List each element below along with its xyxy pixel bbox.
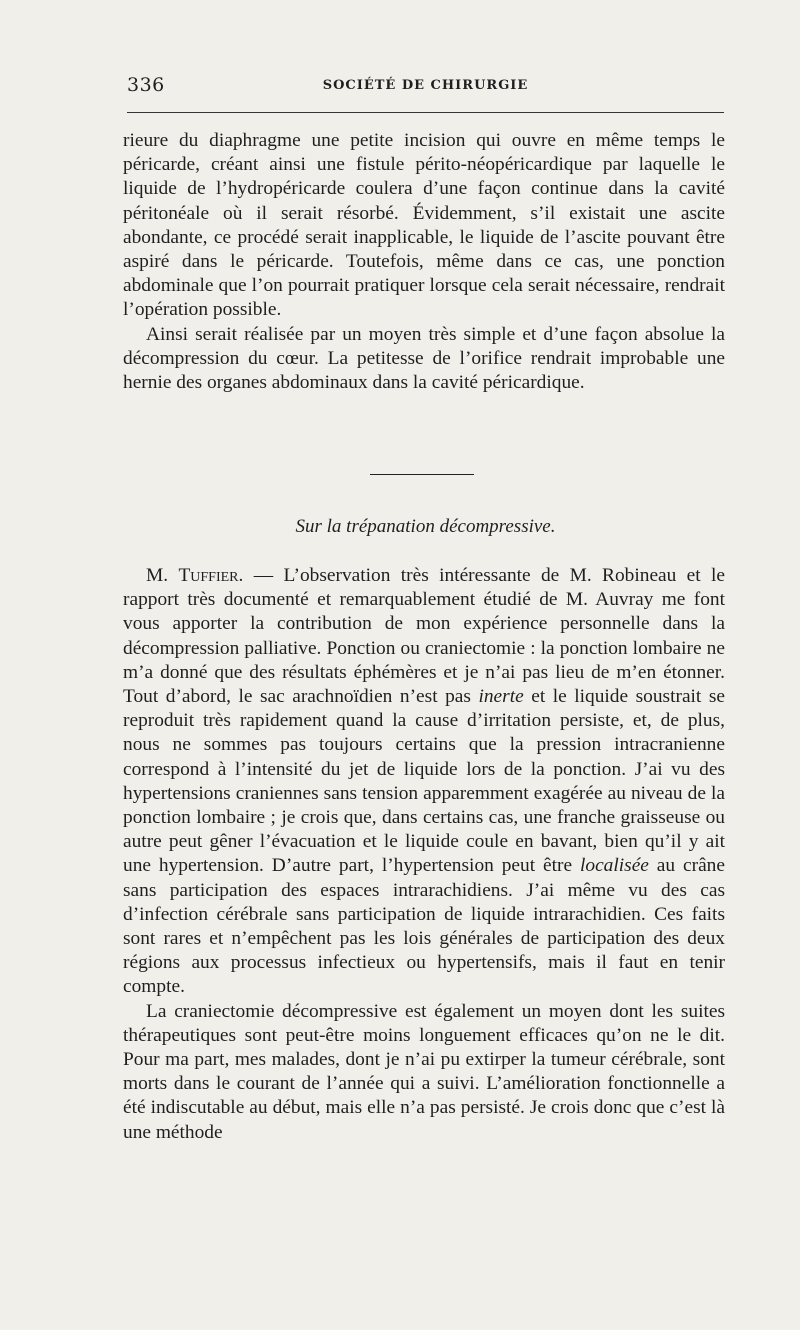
paragraph-decompression-heart: Ainsi serait réalisée par un moyen très simple et d’une façon absolue la décompression du cœur. La petitesse de l’orifice rendrait improbable une hernie des organes abdominaux dans la cavité péricardique.	[123, 323, 725, 394]
paragraph-text: au crâne sans participation des espaces intrarachidiens. J’ai même vu des cas d’infection cérébrale sans participation de liquide intrarachidien. Ces faits sont rares et n’empêchent pas les lois générales de participation des deux régions aux processus infectieux ou hypertensifs, mais il faut en tenir compte.	[123, 855, 725, 998]
section-separator	[370, 474, 474, 475]
text-block-bottom	[123, 564, 725, 1145]
paragraph-tuffier	[123, 564, 725, 1000]
page-number: 336	[127, 74, 165, 96]
section-title: Sur la trépanation décompressive.	[295, 516, 556, 537]
paragraph-text: et le liquide soustrait se reproduit très rapidement quand la cause d’irritation persiste, et, de plus, nous ne sommes pas toujours certains que la pression intracranienne correspond à l’intensité du jet de liquide lors de la ponction. J’ai vu des hypertensions craniennes sans tension apparemment exagérée au niveau de la ponction lombaire ; je crois que, dans certains cas, une franche graisseuse ou autre peut gêner l’évacuation et le liquide coule en bavant, bien qu’il y ait une hypertension. D’autre part, l’hypertension peut être	[123, 686, 725, 877]
speaker-dash: . —	[238, 565, 284, 586]
speaker-name: Tuffier	[178, 565, 239, 586]
text-block-top	[123, 129, 725, 395]
paragraph-continued: rieure du diaphragme une petite incision qui ouvre en même temps le péricarde, créant ainsi une fistule périto-néopéricardique par laquelle le liquide de l’hydropéricarde coulera d’une façon continue dans la cavité péritonéale où il serait résorbé. Évidemment, s’il existait une ascite abondante, ce procédé serait inapplicable, le liquide de l’ascite pouvant être aspiré dans le péricarde. Toutefois, même dans ce cas, une ponction abdominale que l’on pourrait pratiquer lorsque cela serait nécessaire, rendrait l’opération possible.	[123, 130, 725, 321]
page-header	[127, 70, 724, 100]
header-rule	[127, 112, 724, 113]
speaker-prefix: M.	[146, 565, 179, 586]
emphasis-inerte: inerte	[478, 686, 524, 708]
paragraph-craniectomie: La craniectomie décompressive est également un moyen dont les suites thérapeutiques sont peut-être moins longuement efficaces qu’on ne le dit. Pour ma part, mes malades, dont je n’ai pu extirper la tumeur cérébrale, sont morts dans le courant de l’année qui a suivi. L’amélioration fonctionnelle a été indiscutable au début, mais elle n’a pas persisté. Je crois donc que c’est là une méthode	[123, 1000, 725, 1143]
emphasis-localisee: localisée	[579, 855, 649, 877]
running-head: SOCIÉTÉ DE CHIRURGIE	[322, 78, 529, 93]
paragraph-text: L’observation très intéressante de M. Robineau et le rapport très documenté et remarquablement étudié de M. Auvray me font vous apporter la contribution de mon expérience personnelle dans la décompression palliative. Ponction ou craniectomie : la ponction lombaire ne m’a donné que des résultats éphémères et je n’ai pas lieu de m’en étonner. Tout d’abord, le sac arachnoïdien n’est pas	[123, 565, 726, 708]
